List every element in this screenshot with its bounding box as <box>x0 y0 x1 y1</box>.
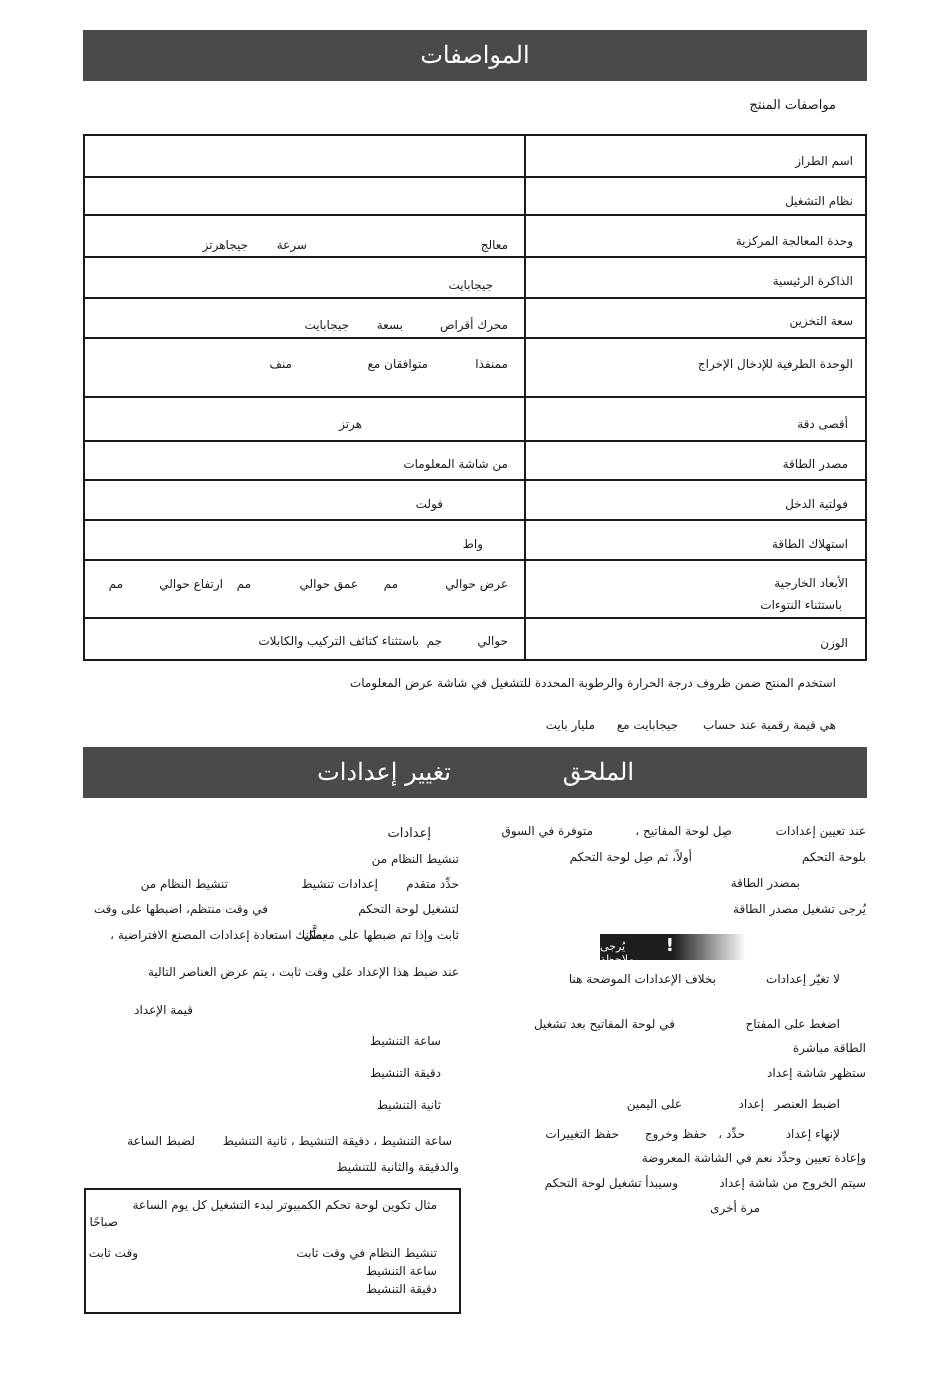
row-separator <box>83 256 867 258</box>
step1-b: في لوحة المفاتيح بعد تشغيل <box>533 1017 675 1031</box>
dimensions-width-unit: مم <box>383 577 398 591</box>
example-line-1: تنشيط النظام في وقت ثابت <box>296 1246 437 1260</box>
io-value-ports: ممنفذا <box>475 357 508 371</box>
left-item-minute: دقيقة التنشيط <box>370 1066 441 1080</box>
left-l2a: حدِّد متقدم <box>406 877 459 891</box>
left-l6: قيمة الإعداد <box>134 1003 193 1017</box>
step3-b: ، حدِّد <box>718 1127 745 1141</box>
step3-a: لإنهاء إعداد <box>785 1127 840 1141</box>
dimensions-width: عرض حوالي <box>445 577 508 591</box>
weight-value-note: باستثناء كتائف التركيب والكابلات <box>258 634 419 648</box>
example-line-3: دقيقة التنشيط <box>366 1282 437 1296</box>
row-separator <box>83 396 867 398</box>
spec-label-memory: الذاكرة الرئيسية <box>772 274 853 288</box>
io-value-port2: منف <box>269 357 292 371</box>
step4-c: مرة أخرى <box>710 1201 760 1215</box>
cpu-value-processor: معالج <box>480 238 508 252</box>
storage-value-drive: محرك أقراص <box>439 318 508 332</box>
example-value: وقت ثابت <box>88 1246 138 1260</box>
spec-subtitle: مواصفات المنتج <box>749 98 836 113</box>
left-l1: تنشيط النظام من <box>371 852 459 866</box>
step2-a: اضبط العنصر <box>774 1097 840 1111</box>
right-p2b: أولاً، ثم صِل لوحة التحكم <box>569 850 692 864</box>
example-title-2: صباحًا <box>89 1215 118 1229</box>
row-separator <box>83 519 867 521</box>
example-title: مثال تكوين لوحة تحكم الكمبيوتر لبدء التشغيل كل يوم الساعة <box>132 1198 437 1212</box>
left-item-hour: ساعة التنشيط <box>369 1034 441 1048</box>
left-item-second: ثانية التنشيط <box>376 1098 441 1112</box>
row-separator <box>83 559 867 561</box>
storage-value-unit: جيجابايت <box>304 318 349 332</box>
row-separator <box>83 440 867 442</box>
spec-note-2b: جيجابايت مع <box>616 718 678 732</box>
spec-label-storage: سعة التخزين <box>789 314 853 328</box>
spec-label-dimensions-note: باستثناء النتوءات <box>760 598 842 612</box>
cpu-value-unit: جيجاهرتز <box>202 238 248 252</box>
right-p1b: ، صِل لوحة المفاتيح <box>635 824 732 838</box>
appendix-banner-appendix: الملحق <box>562 758 634 786</box>
left-l3b: في وقت منتظم، اضبطها على وقت <box>93 902 268 916</box>
left-l4b: ، يمكنك استعادة إعدادات المصنع الافتراضية <box>110 928 326 942</box>
spec-note-1: استخدم المنتج ضمن ظروف درجة الحرارة والرطوبة المحددة للتشغيل في شاشة عرض المعلومات <box>349 676 836 690</box>
note-badge <box>600 934 746 966</box>
step1-d: ستظهر شاشة إعداد <box>767 1066 866 1080</box>
right-p1c: متوفرة في السوق <box>501 824 593 838</box>
appendix-banner <box>83 747 867 798</box>
storage-value-capacity: بسعة <box>376 318 403 332</box>
right-p4: يُرجى تشغيل مصدر الطاقة <box>733 902 866 916</box>
left-l8: والدقيقة والثانية للتنشيط <box>336 1160 459 1174</box>
left-l3a: لتشغيل لوحة التحكم <box>358 902 459 916</box>
spec-note-2c: مليار بايت <box>545 718 595 732</box>
dimensions-height-unit: مم <box>108 577 123 591</box>
example-line-2: ساعة التنشيط <box>365 1264 437 1278</box>
step1-c: الطاقة مباشرة <box>792 1041 866 1055</box>
spec-label-cpu: وحدة المعالجة المركزية <box>735 234 853 248</box>
right-p3: بمصدر الطاقة <box>730 876 800 890</box>
step3-d: حفظ التغييرات <box>545 1127 619 1141</box>
consumption-value-unit: واط <box>462 537 483 551</box>
row-separator <box>83 617 867 619</box>
step3-e: وإعادة تعيين وحدِّد نعم في الشاشة المعروضة <box>641 1151 866 1165</box>
row-separator <box>83 297 867 299</box>
row-separator <box>83 214 867 216</box>
spec-banner <box>83 30 867 81</box>
appendix-banner-title: تغيير إعدادات <box>317 758 451 786</box>
warn-b: بخلاف الإعدادات الموضحة هنا <box>568 972 716 986</box>
left-heading: إعدادات <box>387 826 431 841</box>
spec-label-consumption: استهلاك الطاقة <box>771 537 848 551</box>
power-source-value: من شاشة المعلومات <box>403 457 508 471</box>
cpu-value-speed: سرعة <box>276 238 307 252</box>
spec-label-power-source: مصدر الطاقة <box>782 457 848 471</box>
step4-a: سيتم الخروج من شاشة إعداد <box>719 1176 866 1190</box>
warn-a: لا تغيّر إعدادات <box>766 972 840 986</box>
step2-c: على اليمين <box>626 1097 682 1111</box>
spec-label-os: نظام التشغيل <box>785 194 853 208</box>
right-p1a: عند تعيين إعدادات <box>775 824 866 838</box>
spec-banner-title: المواصفات <box>420 41 530 69</box>
weight-value-unit: جم <box>426 634 442 648</box>
spec-label-io: الوحدة الطرفية للإدخال الإخراج <box>697 357 853 371</box>
dimensions-depth: عمق حوالي <box>299 577 358 591</box>
spec-label-resolution: أقصى دقة <box>797 417 848 431</box>
row-separator <box>83 337 867 339</box>
weight-value-approx: حوالي <box>477 634 508 648</box>
spec-note-2a: هي قيمة رقمية عند حساب <box>703 718 836 732</box>
resolution-value-unit: هرتز <box>339 417 362 431</box>
step4-b: وسيبدأ تشغيل لوحة التحكم <box>544 1176 678 1190</box>
dimensions-depth-unit: مم <box>236 577 251 591</box>
spec-label-dimensions: الأبعاد الخارجية <box>774 576 848 590</box>
row-separator <box>83 176 867 178</box>
left-l7a: ساعة التنشيط ، دقيقة التنشيط ، ثانية التنشيط <box>222 1134 452 1148</box>
right-p2a: بلوحة التحكم <box>801 850 866 864</box>
voltage-value-unit: فولت <box>415 497 443 511</box>
step2-b: إعداد <box>738 1097 764 1111</box>
left-l5: عند ضبط هذا الإعداد على وقت ثابت ، يتم عرض العناصر التالية <box>147 965 459 979</box>
left-l2b: إعدادات تنشيط <box>301 877 378 891</box>
exclamation-icon: ! <box>665 935 674 956</box>
spec-label-voltage: فولتية الدخل <box>785 497 848 511</box>
memory-value-unit: جيجابايت <box>448 278 493 292</box>
io-value-compatible: متوافقان مع <box>367 357 428 371</box>
note-badge-label: يُرجى ملاحظة <box>600 940 635 966</box>
step3-c: حفظ وخروج <box>644 1127 707 1141</box>
left-l2c: تنشيط النظام من <box>140 877 228 891</box>
spec-label-weight: الوزن <box>820 636 848 650</box>
spec-label-model: اسم الطراز <box>795 154 853 168</box>
left-l7b: لضبط الساعة <box>127 1134 195 1148</box>
step1-a: اضغط على المفتاح <box>745 1017 840 1031</box>
left-l4a: ثابت وإذا تم ضبطها على معطَّل <box>303 928 459 942</box>
row-separator <box>83 479 867 481</box>
dimensions-height: ارتفاع حوالي <box>159 577 223 591</box>
